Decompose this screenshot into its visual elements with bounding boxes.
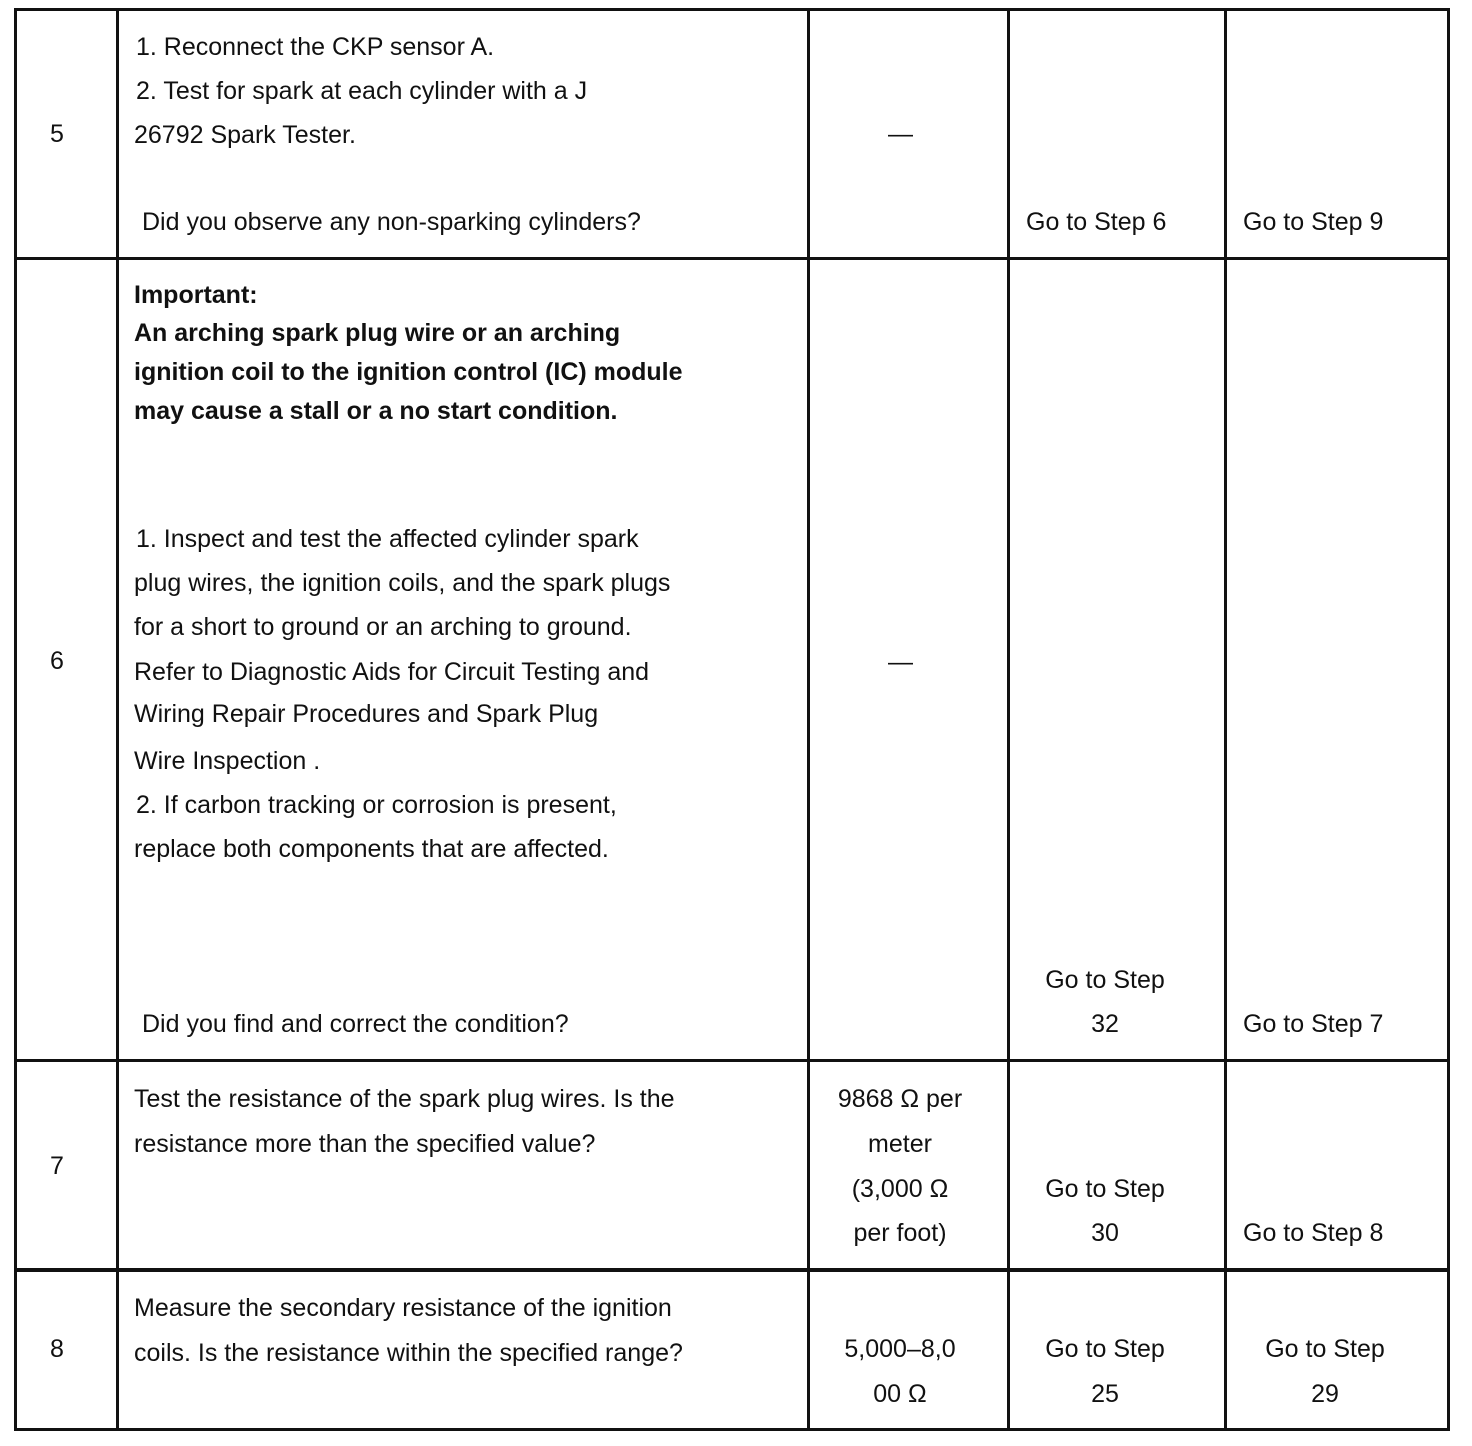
yes-action-line: 25 <box>1091 1380 1119 1408</box>
table-border-left <box>14 8 17 1431</box>
table-border-bottom <box>14 1428 1450 1431</box>
column-divider <box>116 8 119 1431</box>
action-line: coils. Is the resistance within the specified range? <box>134 1339 683 1367</box>
action-line: 26792 Spark Tester. <box>134 121 356 149</box>
no-action: Go to Step 9 <box>1243 208 1384 236</box>
important-label: Important: <box>134 281 258 309</box>
important-line: may cause a stall or a no start condition. <box>134 397 618 425</box>
action-line: Refer to Diagnostic Aids for Circuit Testing and <box>134 658 650 686</box>
value-cell: — <box>888 648 913 676</box>
step-number: 7 <box>50 1152 64 1180</box>
value-line: 00 Ω <box>873 1380 927 1408</box>
no-action-line: Go to Step <box>1265 1335 1385 1363</box>
question-text: Did you find and correct the condition? <box>142 1010 569 1038</box>
action-line: 2. Test for spark at each cylinder with a J <box>136 77 588 105</box>
row-divider <box>14 1059 1450 1062</box>
yes-action-line: Go to Step <box>1045 1335 1165 1363</box>
value-line: 9868 Ω per <box>837 1085 963 1113</box>
column-divider <box>1224 8 1227 1431</box>
value-cell: — <box>888 120 913 148</box>
table-border-right <box>1447 8 1450 1431</box>
action-line: Wiring Repair Procedures and Spark Plug <box>134 700 599 728</box>
step-number: 5 <box>50 120 64 148</box>
value-line: meter <box>868 1130 932 1158</box>
value-line: per foot) <box>853 1219 947 1247</box>
step-number: 8 <box>50 1335 64 1363</box>
action-line: Measure the secondary resistance of the ignition <box>134 1294 672 1322</box>
action-line: 1. Reconnect the CKP sensor A. <box>136 33 495 61</box>
important-line: ignition coil to the ignition control (IC) module <box>134 358 683 386</box>
step-number: 6 <box>50 647 64 675</box>
no-action-line: 29 <box>1311 1380 1339 1408</box>
row-divider <box>14 257 1450 260</box>
question-text: Did you observe any non-sparking cylinders? <box>142 208 641 236</box>
value-line: 5,000–8,0 <box>844 1335 956 1363</box>
yes-action: Go to Step 6 <box>1026 208 1167 236</box>
row-divider <box>14 1268 1450 1272</box>
action-line: Test the resistance of the spark plug wires. Is the <box>134 1085 675 1113</box>
action-line: replace both components that are affected. <box>134 835 609 863</box>
value-line: (3,000 Ω <box>851 1175 949 1203</box>
yes-action-line: Go to Step <box>1045 966 1165 994</box>
no-action: Go to Step 8 <box>1243 1219 1384 1247</box>
no-action: Go to Step 7 <box>1243 1010 1384 1038</box>
yes-action-line: 32 <box>1091 1010 1119 1038</box>
important-line: An arching spark plug wire or an arching <box>134 319 621 347</box>
action-line: for a short to ground or an arching to ground. <box>134 613 632 641</box>
action-line: Wire Inspection . <box>134 747 321 775</box>
yes-action-line: 30 <box>1091 1219 1119 1247</box>
action-line: 2. If carbon tracking or corrosion is present, <box>136 791 617 819</box>
action-line: resistance more than the specified value? <box>134 1130 596 1158</box>
action-line: plug wires, the ignition coils, and the spark plugs <box>134 569 671 597</box>
action-line: 1. Inspect and test the affected cylinder spark <box>136 525 639 553</box>
table-border-top <box>14 8 1450 11</box>
yes-action-line: Go to Step <box>1045 1175 1165 1203</box>
